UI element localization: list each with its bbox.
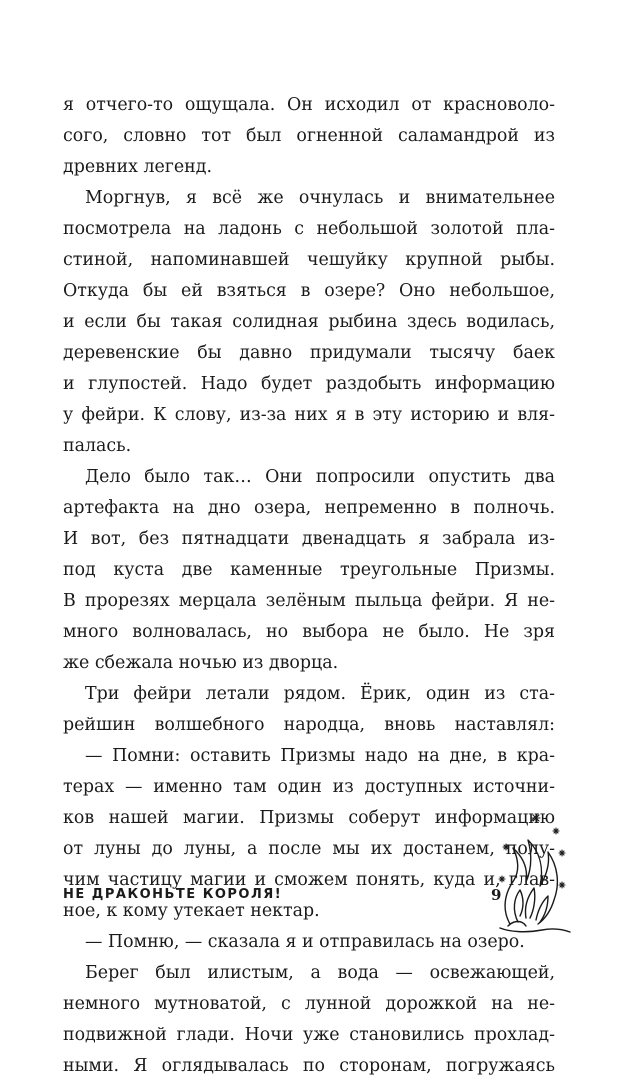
text-line: от луны до луны, а после мы их достанем, полу-: [63, 839, 555, 859]
text-line: ными. Я оглядывалась по сторонам, погружаясь: [63, 1056, 555, 1076]
text-line: Три фейри летали рядом. Ёрик, один из ста-: [85, 684, 555, 704]
page-body: [63, 90, 555, 1082]
text-line: много волновалась, но выбора не было. Не зря: [63, 622, 555, 642]
text-line: чим частицу магии и сможем понять, куда и, глав-: [63, 870, 555, 890]
text-line: же сбежала ночью из дворца.: [63, 653, 339, 673]
text-line: — Помню, — сказала я и отправилась на озеро.: [85, 932, 525, 952]
text-line: палась.: [63, 436, 132, 456]
text-line: Берег был илистым, а вода — освежающей,: [85, 963, 555, 983]
text-line: артефакта на дно озера, непременно в полночь.: [63, 498, 555, 518]
page-number: 9: [491, 886, 502, 904]
text-line: стиной, напоминавшей чешуйку крупной рыбы.: [63, 250, 555, 270]
text-line: древних легенд.: [63, 157, 213, 177]
text-line: ное, к кому утекает нектар.: [63, 901, 320, 921]
page-footer: [63, 884, 503, 906]
text-line: рейшин волшебного народца, вновь наставлял:: [63, 715, 555, 735]
text-line: я отчего-то ощущала. Он исходил от красноволо-: [63, 95, 555, 115]
text-line: у фейри. К слову, из-за них я в эту историю и вля-: [63, 405, 555, 425]
text-line: Моргнув, я всё же очнулась и внимательнее: [85, 188, 555, 208]
text-line: сого, словно тот был огненной саламандрой из: [63, 126, 555, 146]
text-line: И вот, без пятнадцати двенадцать я забрала из-: [63, 529, 555, 549]
text-line: деревенские бы давно придумали тысячу баек: [63, 343, 555, 363]
text-line: терах — именно там один из доступных источни-: [63, 777, 555, 797]
text-line: В прорезях мерцала зелёным пыльца фейри. Я не-: [63, 591, 555, 611]
text-line: и если бы такая солидная рыбина здесь водилась,: [63, 312, 555, 332]
text-line: Дело было так… Они попросили опустить два: [85, 467, 555, 487]
text-line: посмотрела на ладонь с небольшой золотой пла-: [63, 219, 555, 239]
text-line: — Помни: оставить Призмы надо на дне, в кра-: [85, 746, 555, 766]
text-line: Откуда бы ей взяться в озере? Оно небольшое,: [63, 281, 555, 301]
running-title: НЕ ДРАКОНЬТЕ КОРОЛЯ!: [63, 887, 283, 902]
text-line: подвижной глади. Ночи уже становились прохлад-: [63, 1025, 555, 1045]
text-line: ков нашей магии. Призмы соберут информацию: [63, 808, 555, 828]
text-line: немного мутноватой, с лунной дорожкой на не-: [63, 994, 555, 1014]
text-line: и глупостей. Надо будет раздобыть информацию: [63, 374, 555, 394]
fire-flame-icon: [496, 806, 574, 934]
text-line: под куста две каменные треугольные Призмы.: [63, 560, 555, 580]
